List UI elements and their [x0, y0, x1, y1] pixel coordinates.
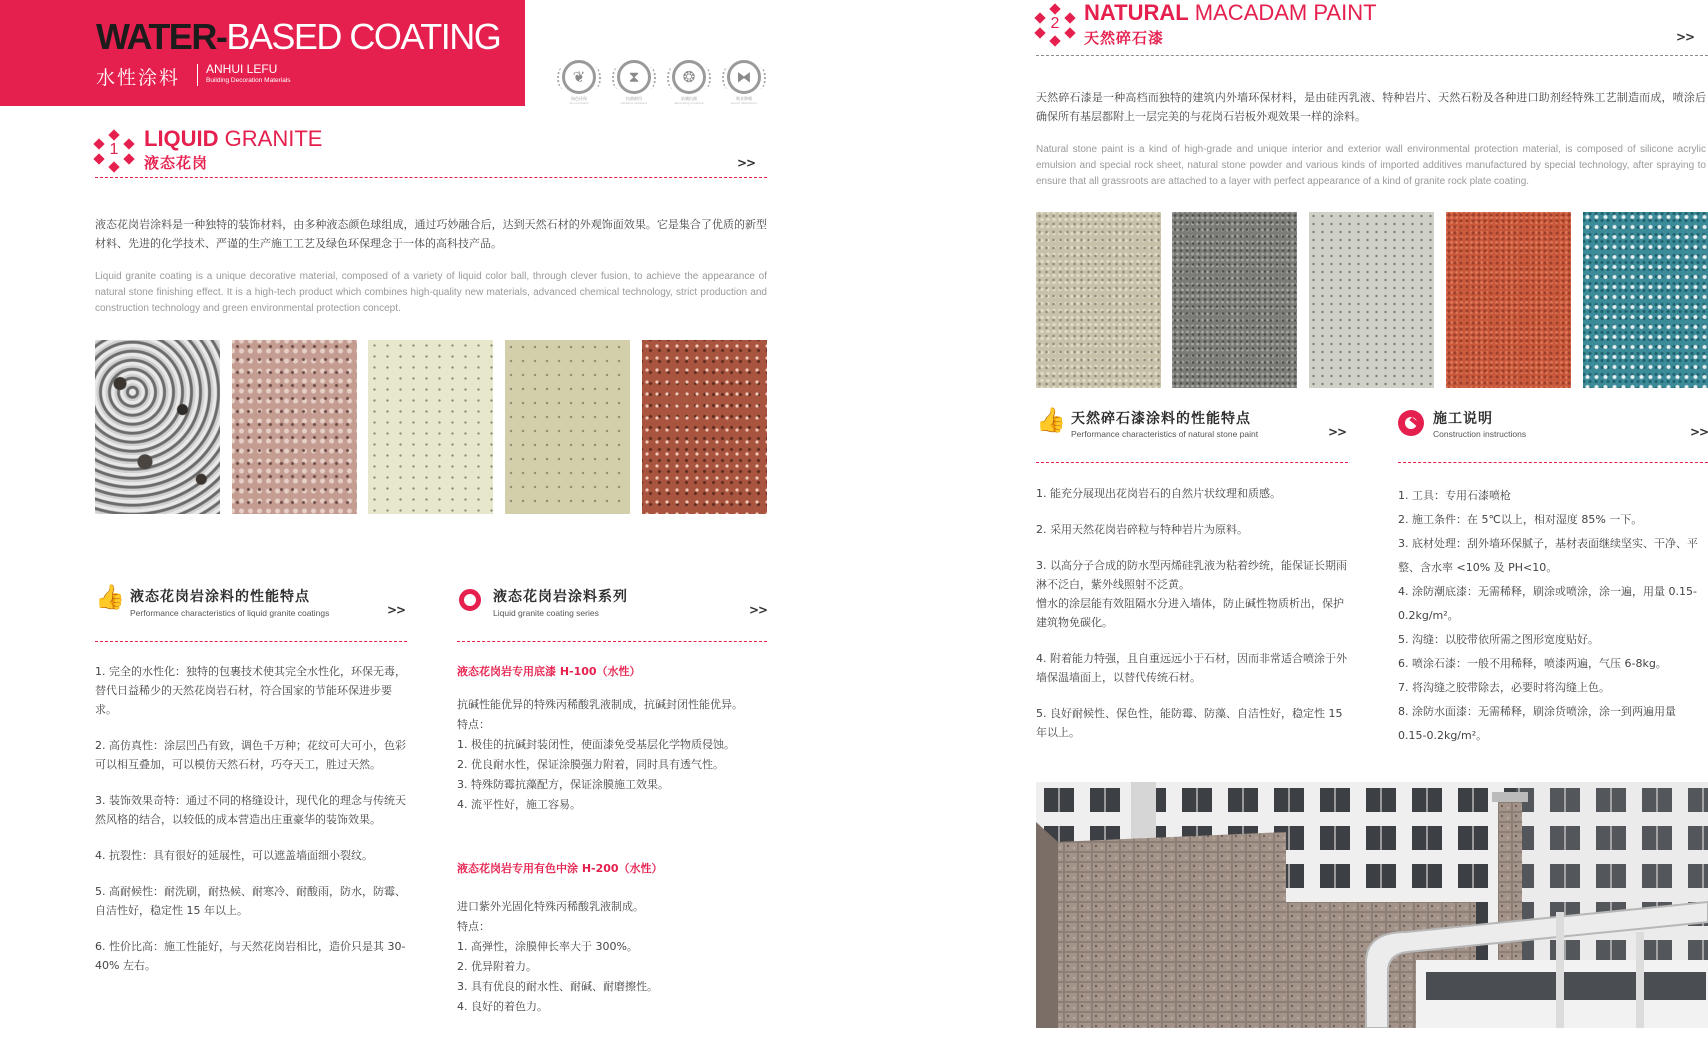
performance-title-cn: 液态花岗岩涂料的性能特点 — [130, 589, 310, 605]
list-item: 3. 以高分子合成的防水型丙烯硅乳液为粘着纱统，能保证长期雨淋不泛白，紫外线照射不泛黄。 憎水的涂层能有效阻隔水分进入墙体，防止碱性物质析出，保护建筑物免碳化。 — [1036, 559, 1347, 629]
building-photo — [1036, 782, 1708, 1028]
list-item: 4. 抗裂性：具有很好的延展性，可以遮盖墙面细小裂纹。 — [95, 849, 373, 862]
intro-text-cn: 天然碎石漆是一种高档而独特的建筑内外墙环保材料，是由硅丙乳液、特种岩片、天然石粉及各种进口助剂经特殊工艺制造而成，喷涂后确保所有基层都附上一层完美的与花岗石岩板外观效果一样的涂料。 — [1036, 91, 1706, 123]
banner-divider — [197, 64, 198, 86]
page-title: WATER-BASED COATING — [96, 16, 501, 57]
section-title-cn: 液态花岗 — [144, 154, 209, 172]
list-item: 2. 高仿真性：涂层凹凸有致，调色千万种；花纹可大可小，色彩可以相互叠加，可以模仿天然石材，巧夺天工，胜过天然。 — [95, 739, 406, 771]
subsection-divider — [1398, 462, 1708, 463]
bowtie-icon: ⧓ — [736, 68, 752, 86]
performance-list — [95, 662, 407, 992]
section-title: NATURAL MACADAM PAINT — [1084, 0, 1377, 25]
performance-title-en: Performance characteristics of liquid granite coatings — [130, 608, 330, 618]
list-item: 5. 高耐候性：耐洗刷，耐热候、耐寒冷、耐酸雨，防水，防霉、自洁性好，稳定性 15 年以上。 — [95, 885, 406, 917]
section-title: LIQUID GRANITE — [144, 126, 323, 151]
list-item: 1. 完全的水性化：独特的包裹技术使其完全水性化，环保无毒，替代日益稀少的天然花岗岩石材，符合国家的节能环保进步要求。 — [95, 665, 406, 716]
series-title-cn: 液态花岗岩涂料系列 — [493, 589, 628, 605]
list-item: 2. 施工条件：在 5℃以上，相对湿度 85% 一下。 — [1398, 513, 1643, 526]
series-title-en: Liquid granite coating series — [493, 608, 599, 618]
swatch-red-granite — [642, 340, 767, 514]
swatch-sand-stone — [1036, 212, 1161, 388]
intro-text-cn: 液态花岗岩涂料是一种独特的装饰材料，由多种液态颜色球组成，通过巧妙融合后，达到天然石材的外观饰面效果。它是集合了优质的新型材料、先进的化学技术、严谨的生产施工工艺及绿色环保理念于一体的高科技产品。 — [95, 218, 767, 250]
swatch-black-white-granite — [95, 340, 220, 514]
cert-badge-bacteria: ⧗ 抗菌耐用 bacteria resistant — [612, 60, 656, 106]
list-item: 6. 性价比高：施工性能好，与天然花岗岩相比，造价只是其 30-40% 左右。 — [95, 940, 406, 972]
cert-badge-moisture: ❂ 防潮抗菌 absorbing moisture — [667, 60, 711, 106]
list-item: 3. 装饰效果奇特：通过不同的格缝设计，现代化的理念与传统天然风格的结合，以较低的成本营造出庄重豪华的装饰效果。 — [95, 794, 406, 826]
swatch-cream-granite — [368, 340, 493, 514]
list-item: 8. 涂防水面漆：无需稀释，刷涂货喷涂，涂一到两遍用量 0.15-0.2kg/m²。 — [1398, 705, 1676, 742]
construction-title-en: Construction instructions — [1433, 429, 1527, 439]
swatch-light-grey-stone — [1309, 212, 1434, 388]
swatch-grey-stone — [1172, 212, 1297, 388]
list-item: 4. 涂防潮底漆：无需稀释，刷涂或喷涂，涂一遍，用量 0.15-0.2kg/m²。 — [1398, 585, 1697, 622]
banner-accent-bar — [520, 0, 525, 106]
list-item: 1. 工具：专用石漆喷枪 — [1398, 489, 1511, 502]
swatch-beige-granite — [505, 340, 630, 514]
more-arrows[interactable]: >> — [1676, 30, 1695, 44]
page-title-cn: 水性涂料 — [96, 67, 181, 89]
section-divider — [95, 177, 767, 178]
building-illustration — [1036, 782, 1708, 1028]
subsection-divider — [95, 641, 407, 642]
list-item: 7. 将沟缝之胶带除去，必要时将沟缝上色。 — [1398, 681, 1610, 694]
subsection-divider — [457, 641, 767, 642]
cert-badge-environment: ❦ 绿色环保 environment — [557, 60, 601, 106]
construction-list — [1398, 484, 1706, 748]
brand-name: ANHUI LEFU Building Decoration Materials — [206, 62, 291, 84]
list-item: 4. 附着能力特强，且自重远远小于石材，因而非常适合喷涂于外墙保温墙面上，以替代传统石材。 — [1036, 652, 1347, 684]
section-number-badge: 1 — [95, 131, 133, 169]
ring-icon — [459, 589, 481, 611]
leaf-icon: ❦ — [572, 68, 586, 86]
list-item: 1. 能充分展现出花岗岩石的自然片状纹理和质感。 — [1036, 487, 1281, 500]
swatch-pink-granite — [232, 340, 357, 514]
more-arrows[interactable]: >> — [1690, 425, 1708, 439]
construction-icon — [1398, 410, 1424, 436]
more-arrows[interactable]: >> — [737, 156, 756, 170]
thumbs-up-icon: 👍 — [95, 583, 125, 611]
list-item: 6. 喷涂石漆：一般不用稀释，喷漆两遍，气压 6-8kg。 — [1398, 657, 1667, 670]
list-item: 3. 底材处理：刮外墙环保腻子，基材表面继续坚实、干净、平整、含水率 <10% 及 PH<10。 — [1398, 537, 1698, 574]
intro-text-en: Liquid granite coating is a unique decorative material, composed of a variety of liquid color ball, through clever fusion, to achieve the appearance of natural stone finishing effect. It is a high-tech product which combines high-quality new materials, advanced chemical technology, strict production and construction technology and green environmental protection concept. — [95, 271, 767, 314]
seal-icon: ❂ — [682, 68, 696, 86]
section-number-badge: 2 — [1036, 5, 1074, 43]
list-item: 2. 采用天然花岗岩碎粒与特种岩片为原料。 — [1036, 523, 1248, 536]
section-divider — [1036, 55, 1708, 56]
more-arrows[interactable]: >> — [1328, 425, 1347, 439]
product-name: 液态花岗岩专用有色中涂 H-200（水性） — [457, 862, 663, 875]
list-item: 5. 良好耐候性、保色性，能防霉、防藻、自洁性好，稳定性 15 年以上。 — [1036, 707, 1343, 739]
section-title-cn: 天然碎石漆 — [1084, 29, 1165, 47]
intro-text-en: Natural stone paint is a kind of high-grade and unique interior and exterior wall environmental protection material, is composed of silicone acrylic emulsion and special rock sheet, natural stone powder and various kinds of imported additives manufactured by special technology, after spraying to ensure that all grassroots are attached to a layer with perfect appearance of a kind of granite rock plate coating. — [1036, 144, 1706, 187]
list-item: 5. 沟缝：以胶带依所需之图形宽度贴好。 — [1398, 633, 1599, 646]
product-h100: 液态花岗岩专用底漆 H-100（水性） 抗碱性能优异的特殊丙稀酸乳液制成，抗碱封闭性能优异。 特点： 1. 极佳的抗碱封装闭性，使面漆免受基层化学物质侵蚀。 2. 优良耐水性，保证涂膜强力附着，同时具有透气性。 3. 特殊防霉抗藻配方，保证涂膜施工效果。 4. 流平性好，施工容易。 — [457, 662, 767, 815]
performance-title-en: Performance characteristics of natural stone paint — [1071, 429, 1259, 439]
hourglass-icon: ⧗ — [628, 68, 640, 86]
construction-title-cn: 施工说明 — [1433, 411, 1493, 427]
swatch-terracotta-stone — [1446, 212, 1571, 388]
performance-title-cn: 天然碎石漆涂料的性能特点 — [1071, 411, 1251, 427]
product-name: 液态花岗岩专用底漆 H-100（水性） — [457, 665, 641, 678]
subsection-divider — [1036, 462, 1348, 463]
more-arrows[interactable]: >> — [387, 603, 406, 617]
performance-list — [1036, 484, 1348, 759]
swatch-teal-stone — [1583, 212, 1708, 388]
thumbs-up-icon: 👍 — [1036, 406, 1066, 434]
cert-badge-sound: ⧓ 吸音降噪 sound absorption — [722, 60, 766, 106]
more-arrows[interactable]: >> — [749, 603, 768, 617]
product-h200: 液态花岗岩专用有色中涂 H-200（水性） 进口紫外光固化特殊丙稀酸乳液制成。 特点： 1. 高弹性，涂膜伸长率大于 300%。 2. 优异附着力。 3. 具有优良的耐水性、耐碱、耐磨擦性。 4. 良好的着色力。 — [457, 859, 767, 1017]
